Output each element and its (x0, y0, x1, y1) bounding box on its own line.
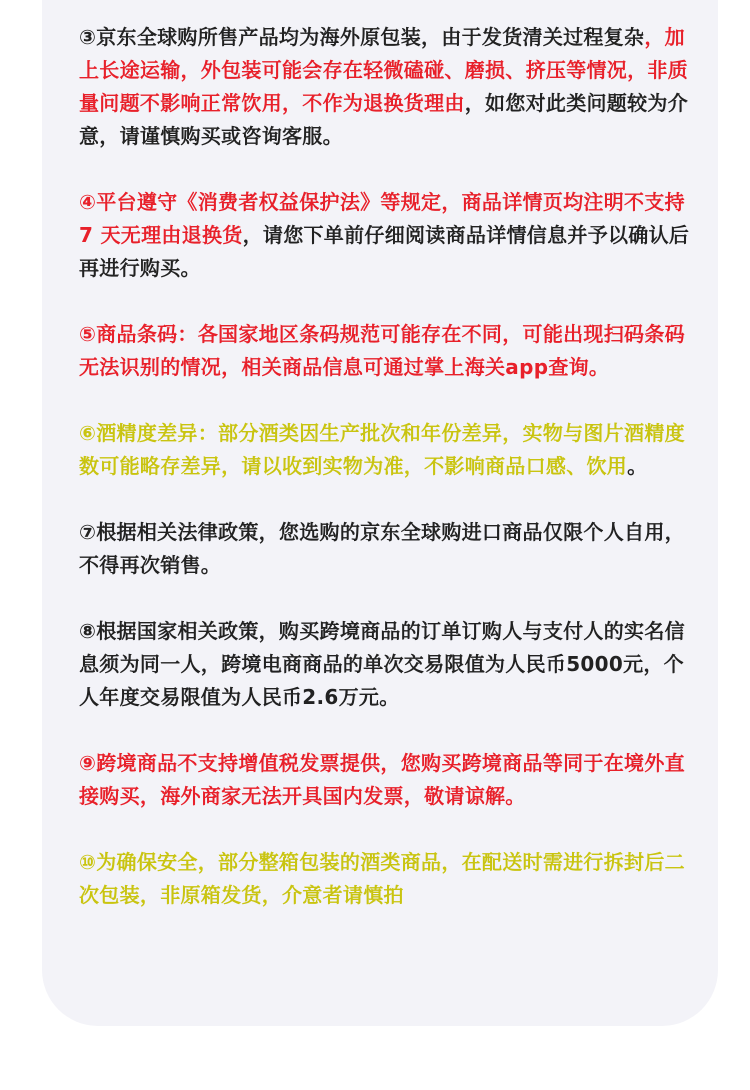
notice-8-segment-1: ⑧根据国家相关政策，购买跨境商品的订单订购人与支付人的实名信息须为同一人，跨境电商商品的单次交易限值为人民币5000元，个人年度交易限值为人民币2.6万元。 (79, 619, 685, 709)
notice-3-segment-1: ③京东全球购所售产品均为海外原包装，由于发货清关过程复杂 (79, 25, 645, 49)
notice-3-segment-2: ，加上长途运输，外包装可能会存在轻微磕碰、磨损、挤压等情况，非质量问题不影响正常饮用，不作为退换货理由 (79, 25, 688, 115)
notice-8 (79, 615, 699, 714)
notice-9 (79, 747, 699, 813)
notice-3 (79, 21, 699, 153)
notice-5-segment-1: ⑤商品条码：各国家地区条码规范可能存在不同，可能出现扫码条码无法识别的情况，相关商品信息可通过掌上海关app查询。 (79, 322, 685, 379)
notice-5 (79, 318, 699, 384)
notice-7-segment-1: ⑦根据相关法律政策，您选购的京东全球购进口商品仅限个人自用，不得再次销售。 (79, 520, 685, 577)
notice-10-segment-1: ⑩为确保安全，部分整箱包装的酒类商品，在配送时需进行拆封后二次包装，非原箱发货，介意者请慎拍 (79, 850, 685, 907)
notice-6-segment-2: 。 (627, 454, 648, 478)
notice-4-segment-2: ，请您下单前仔细阅读商品详情信息并予以确认后再进行购买。 (79, 223, 690, 280)
notice-6 (79, 417, 699, 483)
notice-card (42, 0, 718, 1026)
notice-4-segment-1: ④平台遵守《消费者权益保护法》等规定，商品详情页均注明不支持7 天无理由退换货 (79, 190, 685, 247)
notice-10 (79, 846, 699, 912)
notice-6-segment-1: ⑥酒精度差异：部分酒类因生产批次和年份差异，实物与图片酒精度数可能略存差异，请以收到实物为准，不影响商品口感、饮用 (79, 421, 685, 478)
notice-4 (79, 186, 699, 285)
notice-7 (79, 516, 699, 582)
notice-3-segment-3: ，如您对此类问题较为介意，请谨慎购买或咨询客服。 (79, 91, 689, 148)
notice-9-segment-1: ⑨跨境商品不支持增值税发票提供，您购买跨境商品等同于在境外直接购买，海外商家无法开具国内发票，敬请谅解。 (79, 751, 685, 808)
